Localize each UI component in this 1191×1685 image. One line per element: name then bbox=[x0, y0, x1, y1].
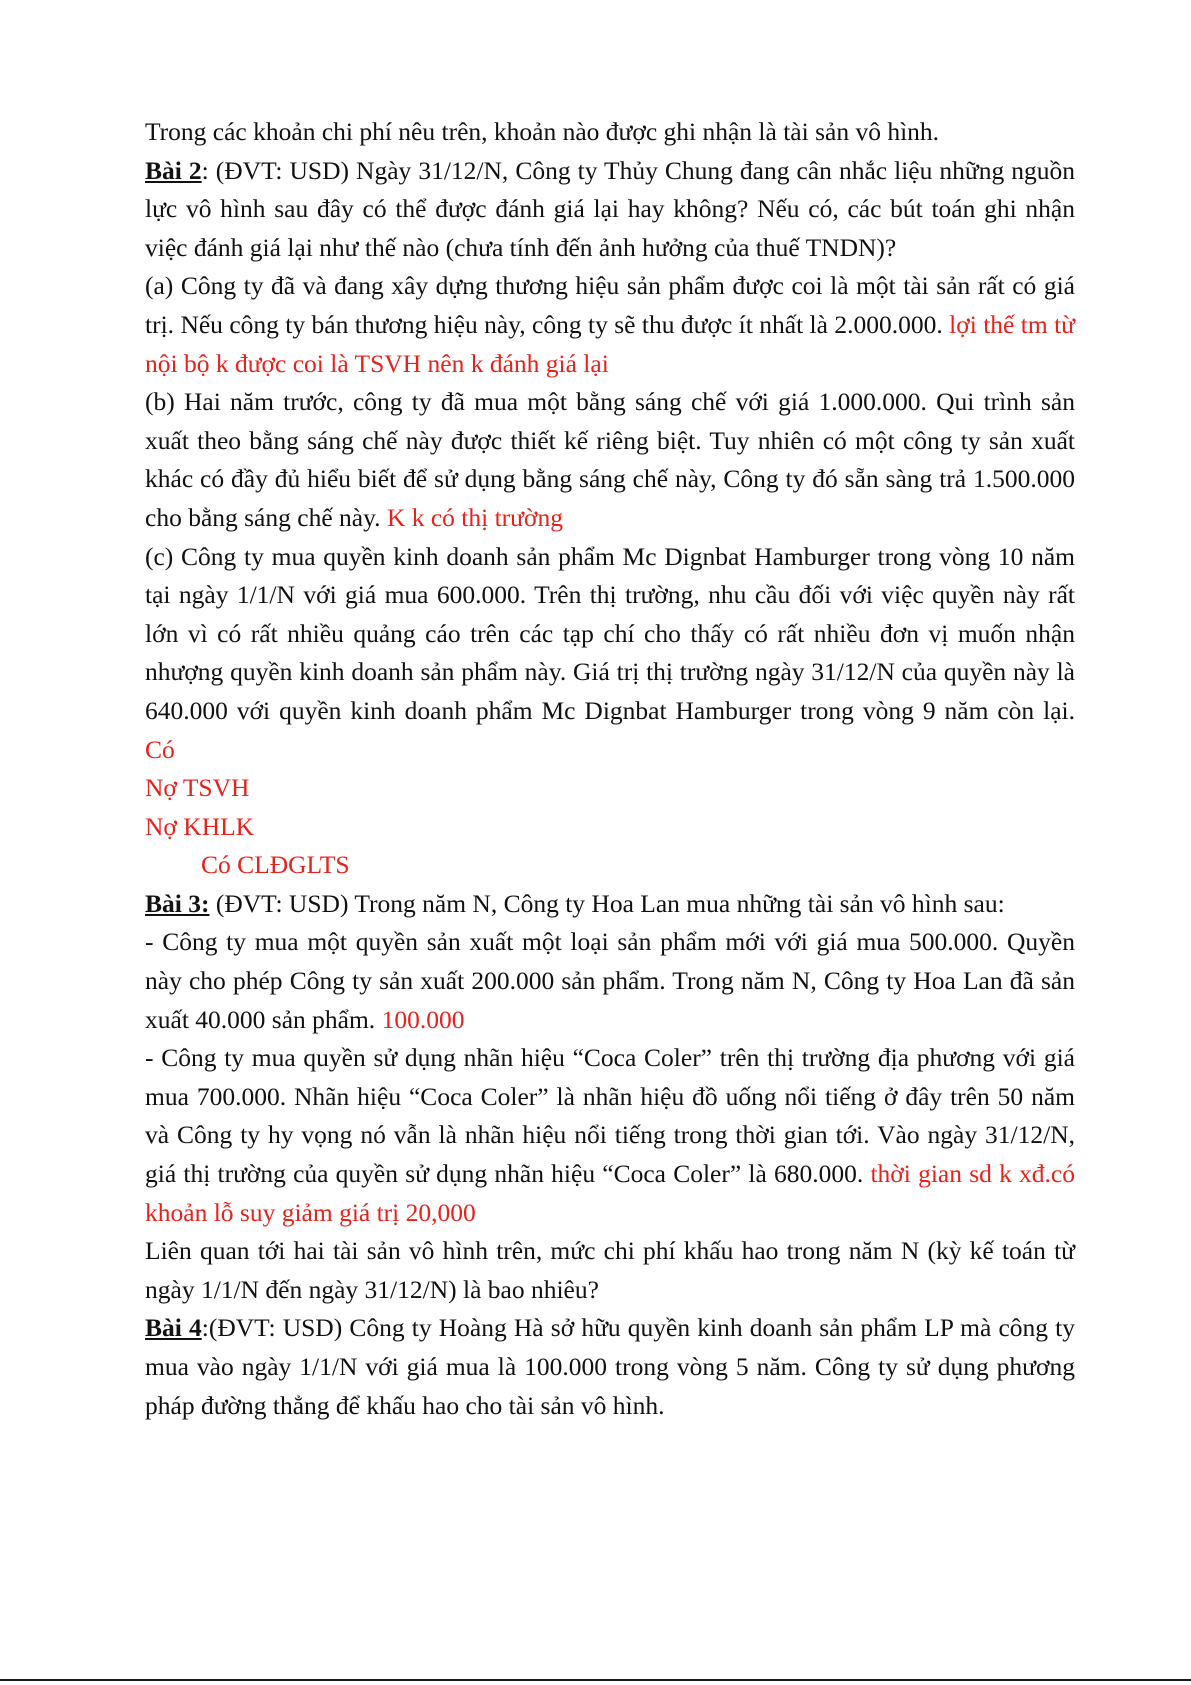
bai3-item-1 bbox=[145, 923, 1075, 1039]
item-a-annotation: lợi thế tm từ nội bộ k được coi là TSVH nên k đánh giá lại bbox=[145, 309, 1075, 378]
item-c-annotation: Có bbox=[145, 734, 175, 764]
bai2-paragraph bbox=[145, 152, 1075, 268]
item-b-paragraph bbox=[145, 383, 1075, 537]
bai3-item-2 bbox=[145, 1039, 1075, 1232]
bai3-text: (ĐVT: USD) Trong năm N, Công ty Hoa Lan mua những tài sản vô hình sau: bbox=[209, 888, 1005, 918]
bai4-text: :(ĐVT: USD) Công ty Hoàng Hà sở hữu quyền kinh doanh sản phẩm LP mà công ty mua vào ngày 1/1/N với giá mua là 100.000 trong vòng 5 năm. Công ty sử dụng phương pháp đường thẳng để khấu hao cho tài sản vô hình. bbox=[145, 1313, 1076, 1420]
item-c-text: (c) Công ty mua quyền kinh doanh sản phẩm Mc Dignbat Hamburger trong vòng 10 năm tại ngày 1/1/N với giá mua 600.000. Trên thị trường, nhu cầu đối với việc quyền này rất lớn vì có rất nhiều quảng cáo trên các tạp chí cho thấy có rất nhiều đơn vị muốn nhận nhượng quyền kinh doanh sản phẩm này. Giá trị thị trường ngày 31/12/N của quyền này là 640.000 với quyền kinh doanh phẩm Mc Dignbat Hamburger trong vòng 9 năm còn lại. bbox=[145, 541, 1075, 725]
bai2-title: Bài 2 bbox=[145, 155, 202, 185]
journal-entry-debit-2: Nợ KHLK bbox=[145, 811, 255, 841]
journal-entry-debit-1: Nợ TSVH bbox=[145, 773, 250, 803]
item-a-text: (a) Công ty đã và đang xây dựng thương hiệu sản phẩm được coi là một tài sản rất có giá trị. Nếu công ty bán thương hiệu này, công ty sẽ thu được ít nhất là 2.000.000. bbox=[145, 271, 1075, 339]
item-b-annotation: K k có thị trường bbox=[386, 502, 563, 532]
item-b-text: (b) Hai năm trước, công ty đã mua một bằng sáng chế với giá 1.000.000. Qui trình sản xuất theo bằng sáng chế này được thiết kế riêng biệt. Tuy nhiên có một công ty sản xuất khác có đầy đủ hiểu biết để sử dụng bằng sáng chế này, Công ty đó sẵn sàng trả 1.500.000 cho bằng sáng chế này. bbox=[145, 387, 1075, 532]
item-a-paragraph bbox=[145, 267, 1075, 383]
bai2-text: : (ĐVT: USD) Ngày 31/12/N, Công ty Thủy Chung đang cân nhắc liệu những nguồn lực vô hình sau đây có thể được đánh giá lại hay không? Nếu có, các bút toán ghi nhận việc đánh giá lại như thế nào (chưa tính đến ảnh hưởng của thuế TNDN)? bbox=[145, 155, 1075, 262]
bai3-question bbox=[145, 1232, 1075, 1309]
bai3-item-2-annotation: thời gian sd k xđ.có khoản lỗ suy giảm giá trị 20,000 bbox=[145, 1159, 1075, 1227]
item-c-paragraph bbox=[145, 538, 1075, 770]
bai4-title: Bài 4 bbox=[145, 1313, 202, 1343]
bai3-item-1-annotation: 100.000 bbox=[381, 1004, 465, 1034]
bai3-item-2-text: - Công ty mua quyền sử dụng nhãn hiệu “Coca Coler” trên thị trường địa phương với giá mua 700.000. Nhãn hiệu “Coca Coler” là nhãn hiệu đồ uống nổi tiếng ở đây trên 50 năm và Công ty hy vọng nó vẫn là nhãn hiệu nổi tiếng trong thời gian tới. Vào ngày 31/12/N, giá thị trường của quyền sử dụng nhãn hiệu “Coca Coler” là 680.000. bbox=[145, 1043, 1075, 1189]
journal-entry-credit: Có CLĐGLTS bbox=[201, 850, 350, 880]
bai3-title: Bài 3: bbox=[145, 888, 210, 918]
bai3-question-text: Liên quan tới hai tài sản vô hình trên, mức chi phí khấu hao trong năm N (kỳ kế toán từ ngày 1/1/N đến ngày 31/12/N) là bao nhiêu? bbox=[145, 1236, 1075, 1304]
document-page bbox=[145, 113, 1075, 1425]
bai3-paragraph bbox=[145, 885, 1075, 924]
bai3-item-1-text: - Công ty mua một quyền sản xuất một loại sản phẩm mới với giá mua 500.000. Quyền này cho phép Công ty sản xuất 200.000 sản phẩm. Trong năm N, Công ty Hoa Lan đã sản xuất 40.000 sản phẩm. bbox=[145, 927, 1075, 1034]
intro-text: Trong các khoản chi phí nêu trên, khoản nào được ghi nhận là tài sản vô hình. bbox=[145, 117, 940, 146]
bai4-paragraph bbox=[145, 1309, 1075, 1425]
intro-question bbox=[145, 113, 1075, 152]
page-bottom-rule bbox=[0, 1679, 1191, 1681]
